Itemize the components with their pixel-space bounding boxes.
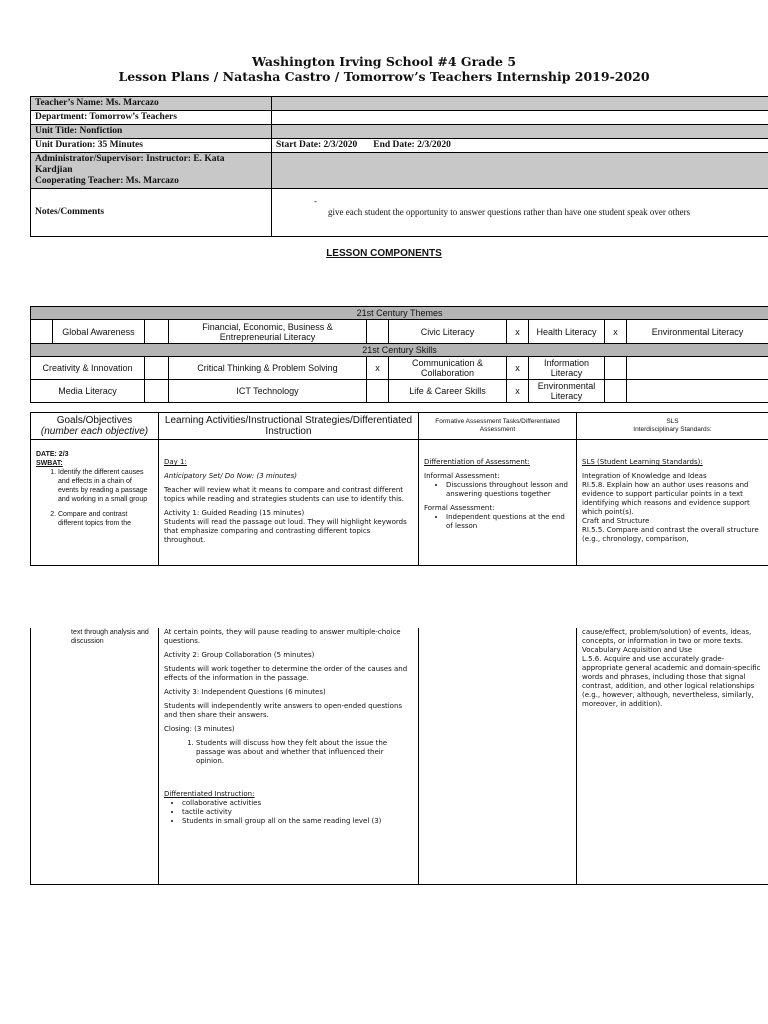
activity-2-text: Students will work together to determine the order of the causes and effects of the information in the passage. — [164, 665, 408, 682]
goals-swbat: SWBAT: — [36, 460, 63, 467]
skill-label: Information Literacy — [529, 357, 605, 380]
activity-3-heading: Activity 3: Independent Questions (6 minutes) — [164, 688, 326, 696]
end-date: End Date: 2/3/2020 — [373, 140, 451, 150]
objective-1: 1. Identify the different causes and effects in a chain of events by reading a passage and working in a small group — [58, 468, 153, 504]
skill-label: Critical Thinking & Problem Solving — [169, 357, 367, 380]
administrator-cont: Kardjian — [35, 165, 73, 175]
theme-label: Civic Literacy — [389, 320, 507, 344]
day-label: Day 1: — [164, 458, 187, 466]
sls-text: RI.5.8. Explain how an author uses reasons and evidence to support particular points in a text identifying which reasons and evidence support which point(s). — [582, 481, 750, 516]
theme-label: Environmental Literacy — [627, 320, 768, 344]
page-subtitle: Lesson Plans / Natasha Castro / Tomorrow’s Teachers Internship 2019-2020 — [118, 69, 650, 84]
unit-duration: Unit Duration: 35 Minutes — [31, 139, 272, 153]
diff-item: • collaborative activities — [182, 799, 413, 808]
goals-subheader: (number each objective) — [40, 426, 149, 437]
skill-mark — [145, 380, 169, 403]
skill-label: Creativity & Innovation — [31, 357, 145, 380]
sls-text: L.5.6. Acquire and use accurately grade-appropriate general academic and domain-specific words and phrases, including those that signal contrast, addition, and other logical relationships (e.g., however, although, nevertheless, similarly, moreover, in addition). — [582, 655, 761, 708]
activity-1-text: Students will read the passage out loud. They will highlight keywords that emphasize comparing and contrasting different topics throughout. — [164, 518, 407, 544]
closing-item: 1. Students will discuss how they felt about the issue the passage was about and whether that influenced their opinion. — [196, 739, 413, 766]
notes-bullet: - — [314, 196, 317, 206]
administrator: Administrator/Supervisor: Instructor: E. Kata — [35, 154, 225, 164]
skill-label: Media Literacy — [31, 380, 145, 403]
skill-label: Life & Career Skills — [389, 380, 507, 403]
sls-header: SLS — [666, 418, 679, 425]
sls-text: Integration of Knowledge and Ideas — [582, 472, 707, 480]
skill-label: ICT Technology — [169, 380, 367, 403]
notes-text: give each student the opportunity to answer questions rather than have one student speak over others — [328, 207, 691, 217]
informal-heading: Informal Assessment: — [424, 472, 500, 480]
skill-mark — [145, 357, 169, 380]
sls-text: RI.5.5. Compare and contrast the overall structure (e.g., chronology, comparison, — [582, 526, 759, 543]
activity-1-heading: Activity 1: Guided Reading (15 minutes) — [164, 509, 305, 517]
teacher-name: Teacher’s Name: Ms. Marcazo — [31, 97, 272, 111]
diff-instruction-heading: Differentiated Instruction: — [164, 790, 255, 798]
skill-mark — [605, 357, 627, 380]
objective-2: 2. Compare and contrast different topics from the — [58, 510, 153, 528]
department: Department: Tomorrow’s Teachers — [31, 111, 272, 125]
sls-text: cause/effect, problem/solution) of events, ideas, concepts, or information in two or more texts. — [582, 628, 752, 645]
theme-mark — [145, 320, 169, 344]
diff-item: • Students in small group all on the same reading level (3) — [182, 817, 413, 826]
themes-table — [30, 306, 768, 403]
cooperating-teacher: Cooperating Teacher: Ms. Marcazo — [35, 176, 179, 186]
skills-title: 21st Century Skills — [31, 344, 768, 357]
theme-mark: x — [507, 320, 529, 344]
sls-text: Vocabulary Acquisition and Use — [582, 646, 693, 654]
skill-mark — [605, 380, 627, 403]
informal-item: • Discussions throughout lesson and answering questions together — [446, 481, 571, 499]
skill-label: Environmental Literacy — [529, 380, 605, 403]
sls-text: Craft and Structure — [582, 517, 650, 525]
anticipatory-text: Teacher will review what it means to compare and contrast different topics while reading and strategies students can use to identify this. — [164, 486, 404, 503]
diff-item: • tactile activity — [182, 808, 413, 817]
activity-1-cont: At certain points, they will pause reading to answer multiple-choice questions. — [164, 628, 401, 645]
skill-mark: x — [507, 357, 529, 380]
skill-mark: x — [507, 380, 529, 403]
goals-date: DATE: 2/3 — [36, 451, 69, 458]
theme-label: Health Literacy — [529, 320, 605, 344]
theme-label: Financial, Economic, Business & Entrepreneurial Literacy — [169, 320, 367, 344]
theme-mark: x — [605, 320, 627, 344]
info-table — [30, 96, 768, 237]
page-title: Washington Irving School #4 Grade 5 — [251, 54, 517, 69]
theme-label: Global Awareness — [53, 320, 145, 344]
closing-heading: Closing: (3 minutes) — [164, 725, 235, 733]
activities-header: Learning Activities/Instructional Strategies/Differentiated Instruction — [159, 413, 419, 440]
assessment-header: Formative Assessment Tasks/Differentiated Assessment — [419, 413, 577, 440]
formal-item: • Independent questions at the end of lesson — [446, 513, 571, 531]
objective-2-cont: text through analysis and discussion — [71, 629, 149, 645]
unit-title: Unit Title: Nonfiction — [31, 125, 272, 139]
skill-label: Communication & Collaboration — [389, 357, 507, 380]
activity-2-heading: Activity 2: Group Collaboration (5 minutes) — [164, 651, 315, 659]
anticipatory-heading: Anticipatory Set/ Do Now: (3 minutes) — [164, 472, 297, 480]
lesson-components-heading: LESSON COMPONENTS — [326, 248, 442, 259]
lesson-plan-table — [30, 412, 768, 566]
themes-title: 21st Century Themes — [31, 307, 768, 320]
formal-heading: Formal Assessment: — [424, 504, 495, 512]
start-date: Start Date: 2/3/2020 — [276, 140, 358, 150]
notes-label: Notes/Comments — [31, 189, 272, 237]
lesson-plan-table-cont — [30, 628, 768, 885]
skill-mark: x — [367, 357, 389, 380]
sls-subheader: Interdisciplinary Standards: — [633, 426, 712, 433]
goals-header: Goals/Objectives — [56, 415, 133, 426]
activity-3-text: Students will independently write answers to open-ended questions and then share their answers. — [164, 702, 403, 719]
skill-mark — [367, 380, 389, 403]
sls-heading: SLS (Student Learning Standards): — [582, 458, 703, 466]
assessment-diff: Differentiation of Assessment: — [424, 458, 530, 466]
